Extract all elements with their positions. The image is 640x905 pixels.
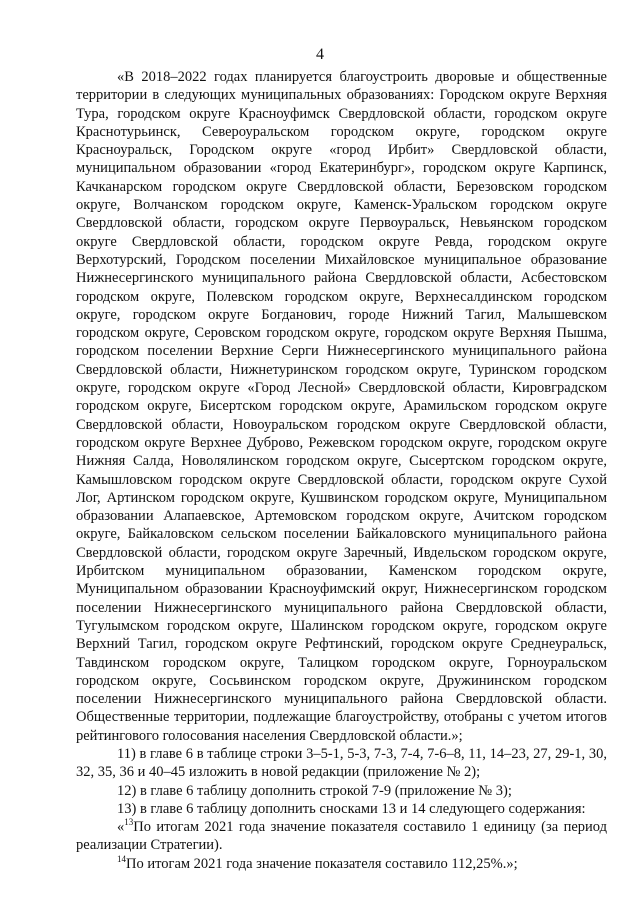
footnote-14-body: По итогам 2021 года значение показателя составило 112,25%.»; [126, 855, 518, 872]
paragraph-item-12: 12) в главе 6 таблицу дополнить строкой 7-9 (приложение № 3); [117, 782, 512, 799]
footnote-13-marker: 13 [124, 817, 134, 828]
paragraph-item-11: 11) в главе 6 в таблице строки 3–5-1, 5-3, 7-3, 7-4, 7-6–8, 11, 14–23, 27, 29-1, 30, 32, 35, 36 и 40–45 изложить в новой редакции (приложение № 2); [76, 745, 607, 781]
paragraph-improvement-territories: «В 2018–2022 годах планируется благоустроить дворовые и общественные территории в следующих муниципальных образованиях: Городском округе Верхняя Тура, городском округе Красноуфимск Свердловской области, городском округе Краснотурьинск, Североуральском городском округе, городском округе Красноуральск, Городском округе «город Ирбит» Свердловской области, муниципальном образовании «город Екатеринбург», городском округе Карпинск, Качканарском городском округе Свердловской области, Березовском городском округе, Волчанском городском округе, Каменск-Уральском городском округе Свердловской области, городском округе Первоуральск, Невьянском городском округе Свердловской области, городском округе Ревда, городском округе Верхотурский, Городском поселении Михайловское муниципальное образование Нижнесергинского муниципального района Свердловской области, Асбестовском городском округе, Полевском городском округе, Верхнесалдинском городском округе, городском округе Богданович, городе Нижний Тагил, Малышевском городском округе, Серовском городском округе, городском округе Верхняя Пышма, городском поселении Верхние Серги Нижнесергинского муниципального района Свердловской области, Нижнетуринском городском округе, Туринском городском округе, городском округе «Город Лесной» Свердловской области, Кировградском городском округе, Бисертском городском округе, Арамильском городском округе Свердловской области, Новоуральском городском округе Свердловской области, городском округе Верхнее Дуброво, Режевском городском округе, городском округе Нижняя Салда, Новолялинском городском округе, Сысертском городском округе, Камышловском городском округе Свердловской области, городском округе Сухой Лог, Артинском городском округе, Кушвинском городском округе, Муниципальном образовании Алапаевское, Артемовском городском округе, Ачитском городском округе, Байкаловском сельском поселении Байкаловского муниципального района Свердловской области, городском округе Заречный, Ивдельском городском округе, Ирбитском муниципальном образовании, Каменском городском округе, Муниципальном образовании Красноуфимский округ, Нижнесергинском городском поселении Нижнесергинского муниципального района Свердловской области, Тугулымском городском округе, Шалинском городском округе, городском округе Верхний Тагил, городском округе Рефтинский, городском округе Среднеуральск, Тавдинском городском округе, Талицком городском округе, Горноуральском городском округе, Сосьвинском городском округе, Дружининском городском поселении Нижнесергинского муниципального района Свердловской области. Общественные территории, подлежащие благоустройству, отобраны с учетом итогов рейтингового голосования населения Свердловской области.»; [76, 69, 607, 744]
footnote-14-marker: 14 [117, 853, 126, 864]
footnote-14-text [76, 855, 607, 873]
opening-quote: « [117, 819, 125, 836]
page-number: 4 [316, 46, 324, 63]
paragraph-item-13: 13) в главе 6 таблицу дополнить сносками 13 и 14 следующего содержания: [117, 800, 586, 817]
footnote-13-text [76, 818, 607, 855]
document-body [76, 68, 607, 873]
footnote-13-body: По итогам 2021 года значение показателя составило 1 единицу (за период реализации Стратегии). [76, 819, 607, 854]
